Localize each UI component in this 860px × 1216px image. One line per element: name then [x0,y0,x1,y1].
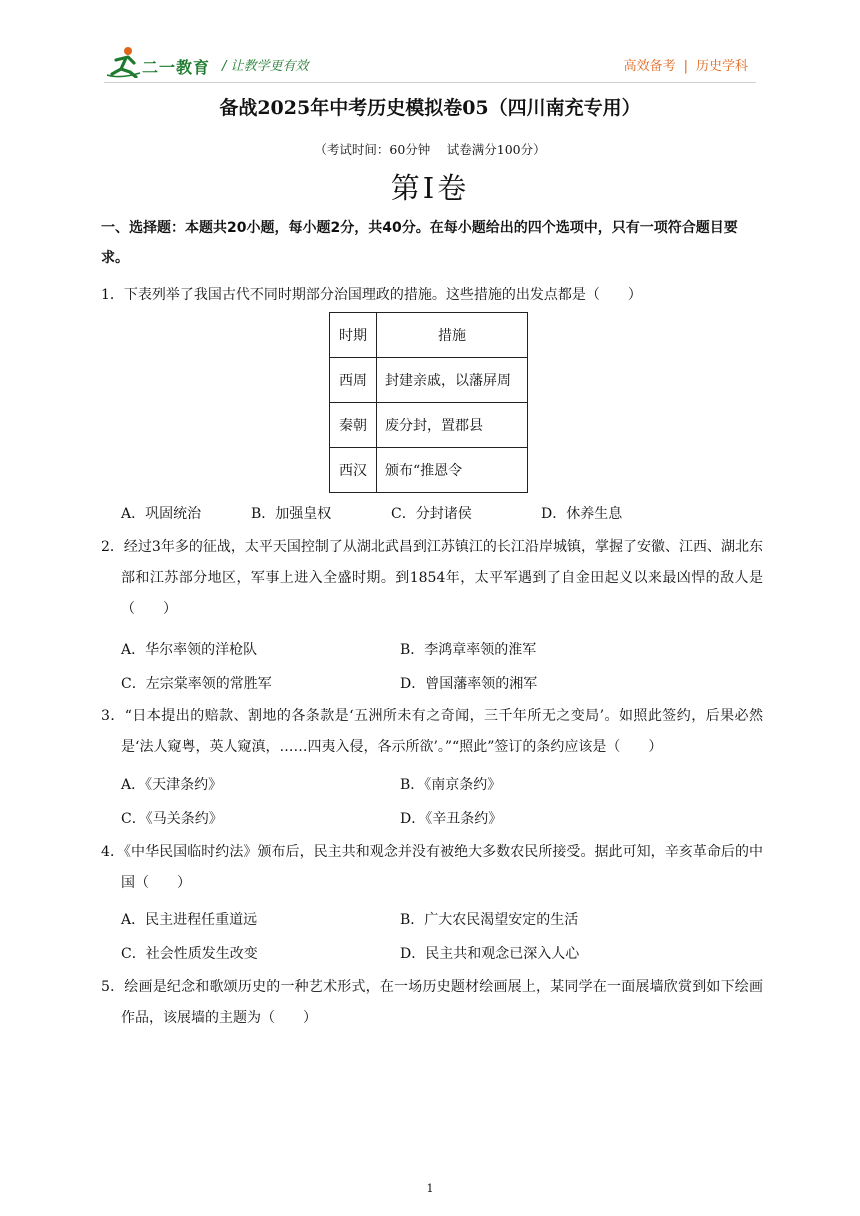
tag-subject: 历史学科 [695,59,748,74]
question-1 [101,280,763,311]
option-c[interactable]: C．《马关条约》 [121,811,223,827]
table-cell: 西汉 [330,448,377,493]
question-stem: 1．下表列举了我国古代不同时期部分治国理政的措施。这些措施的出发点都是（ ） [101,287,642,303]
page-number: 1 [426,1182,434,1195]
option-d[interactable]: D．曾国藩率领的湘军 [400,676,538,692]
option-b[interactable]: B．广大农民渴望安定的生活 [400,912,579,928]
table-header-cell: 时期 [330,313,377,358]
table-cell: 西周 [330,358,377,403]
table-row [330,358,528,403]
option-a[interactable]: A．民主进程任重道远 [121,912,258,928]
table-cell: 封建亲戚，以藩屏周 [377,358,528,403]
table-row [330,448,528,493]
option-a[interactable]: A．华尔率领的洋枪队 [121,642,258,658]
question-5 [101,972,763,1034]
exam-title: 备战2025年中考历史模拟卷05（四川南充专用） [219,97,641,119]
option-d[interactable]: D．《辛丑条约》 [400,811,503,827]
option-a[interactable]: A．《天津条约》 [121,777,223,793]
logo-text: 二一教育 [142,58,211,77]
option-d[interactable]: D．休养生息 [541,506,623,522]
table-cell: 颁布“推恩令 [377,448,528,493]
question-4 [101,837,763,899]
table-row [330,403,528,448]
exam-subtitle: （考试时间：60分钟 试卷满分100分） [314,142,546,157]
tag-separator: | [683,59,688,74]
header-tags [624,55,748,74]
option-d[interactable]: D．民主共和观念已深入人心 [400,946,580,962]
option-b[interactable]: B．加强皇权 [251,506,332,522]
slogan: / 让教学更有效 [222,59,309,74]
question-stem: 3．“日本提出的赔款、割地的各条款是‘五洲所未有之奇闻，三千年所无之变局’。如照此签约，后果必然是‘法人窥粤，英人窥滇，……四夷入侵，各示所欲’。”“照此”签订的条约应该是（ ） [101,708,763,755]
question-3 [101,701,763,763]
table-cell: 废分封，置郡县 [377,403,528,448]
option-a[interactable]: A．巩固统治 [121,506,202,522]
option-b[interactable]: B．《南京条约》 [400,777,502,793]
tag-efficient-prep: 高效备考 [623,59,676,74]
option-c[interactable]: C．左宗棠率领的常胜军 [121,676,272,692]
table-header-row [330,313,528,358]
question-1-options [121,503,622,523]
option-b[interactable]: B．李鸿章率领的淮军 [400,642,537,658]
section-instructions: 一、选择题：本题共20小题，每小题2分，共40分。在每小题给出的四个选项中，只有一项符合题目要求。 [101,220,738,266]
table-cell: 秦朝 [330,403,377,448]
question-stem: 4．《中华民国临时约法》颁布后，民主共和观念并没有被绝大多数农民所接受。据此可知，辛亥革命后的中国（ ） [101,844,763,891]
page-header [0,0,860,90]
volume-heading: 第Ⅰ卷 [390,171,470,205]
question-stem: 2．经过3年多的征战，太平天国控制了从湖北武昌到江苏镇江的长江沿岸城镇，掌握了安徽、江西、湖北东部和江苏部分地区，军事上进入全盛时期。到1854年，太平军遇到了自金田起义以来最凶悍的敌人是（ ） [101,539,763,617]
running-figure-icon [106,46,142,78]
measures-table [329,312,528,493]
option-c[interactable]: C．分封诸侯 [391,506,472,522]
option-c[interactable]: C．社会性质发生改变 [121,946,258,962]
question-stem: 5．绘画是纪念和歌颂历史的一种艺术形式，在一场历史题材绘画展上，某同学在一面展墙欣赏到如下绘画作品，该展墙的主题为（ ） [101,979,763,1026]
question-2 [101,532,763,625]
header-divider [104,82,756,83]
table-header-cell: 措施 [377,313,528,358]
logo [106,46,216,80]
